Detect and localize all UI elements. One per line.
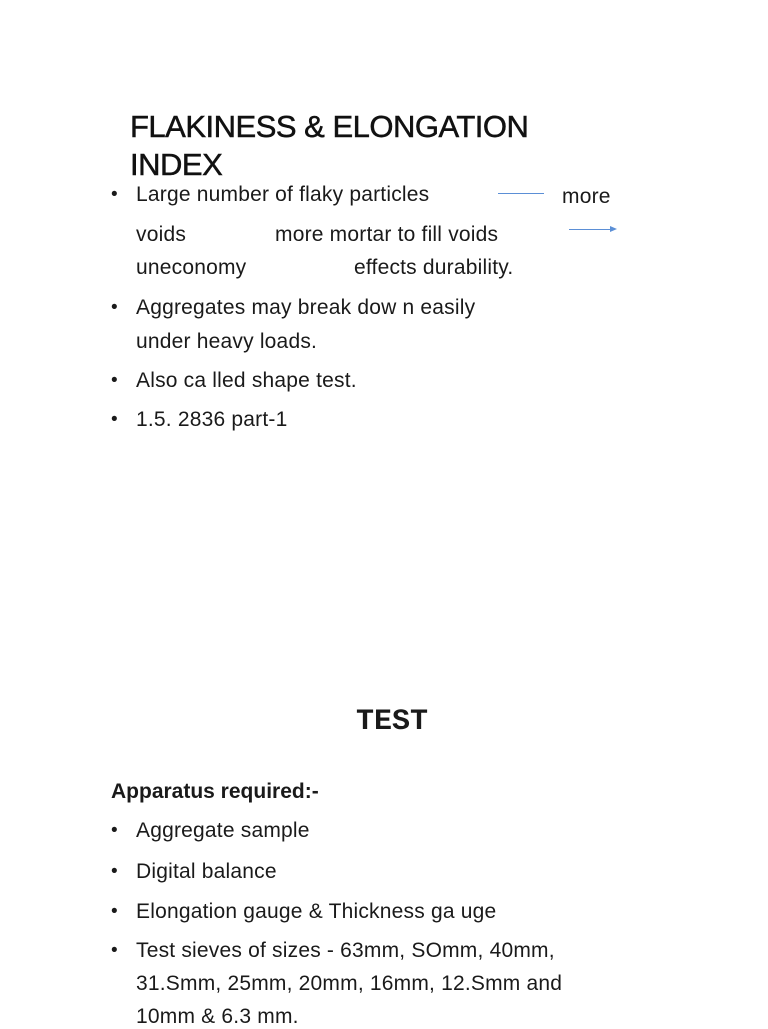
bullet4: 1.5. 2836 part-1 <box>136 408 288 431</box>
apparatus-item: Digital balance <box>136 860 277 883</box>
arrow-line-icon <box>498 193 544 194</box>
bullet1-line3-durability: effects durability. <box>354 256 514 279</box>
bullet1-line2-mortar: more mortar to fill voids <box>275 223 499 246</box>
bullet-marker: • <box>111 370 118 391</box>
bullet-marker: • <box>111 820 118 841</box>
bullet-marker: • <box>111 901 118 922</box>
bullet-marker: • <box>111 184 118 205</box>
bullet-marker: • <box>111 297 118 318</box>
apparatus-label: Apparatus required:- <box>111 780 319 803</box>
sieves-line1: Test sieves of sizes - 63mm, SOmm, 40mm, <box>136 939 555 962</box>
bullet-marker: • <box>111 409 118 430</box>
bullet-marker: • <box>111 861 118 882</box>
sieves-line2: 31.Smm, 25mm, 20mm, 16mm, 12.Smm and <box>136 972 563 995</box>
bullet-marker: • <box>111 940 118 961</box>
bullet3: Also ca lled shape test. <box>136 369 357 392</box>
bullet1-line1-more: more <box>562 185 611 208</box>
bullet1-line2-voids: voids <box>136 223 187 246</box>
sieves-line3: 10mm & 6.3 mm. <box>136 1005 299 1028</box>
arrow-head-icon <box>610 226 617 232</box>
slide-title-line1: FLAKINESS & ELONGATION <box>130 109 529 144</box>
apparatus-item: Elongation gauge & Thickness ga uge <box>136 900 497 923</box>
slide-title <box>130 108 528 184</box>
apparatus-item: Aggregate sample <box>136 819 310 842</box>
bullet1-line3-uneconomy: uneconomy <box>136 256 247 279</box>
slide-title-line2: INDEX <box>130 147 223 182</box>
bullet2-line1: Aggregates may break dow n easily <box>136 296 476 319</box>
arrow-right-icon <box>569 229 611 230</box>
test-heading: TEST <box>355 705 428 739</box>
bullet1-line1-text: Large number of flaky particles <box>136 183 430 206</box>
bullet2-line2: under heavy loads. <box>136 330 318 353</box>
